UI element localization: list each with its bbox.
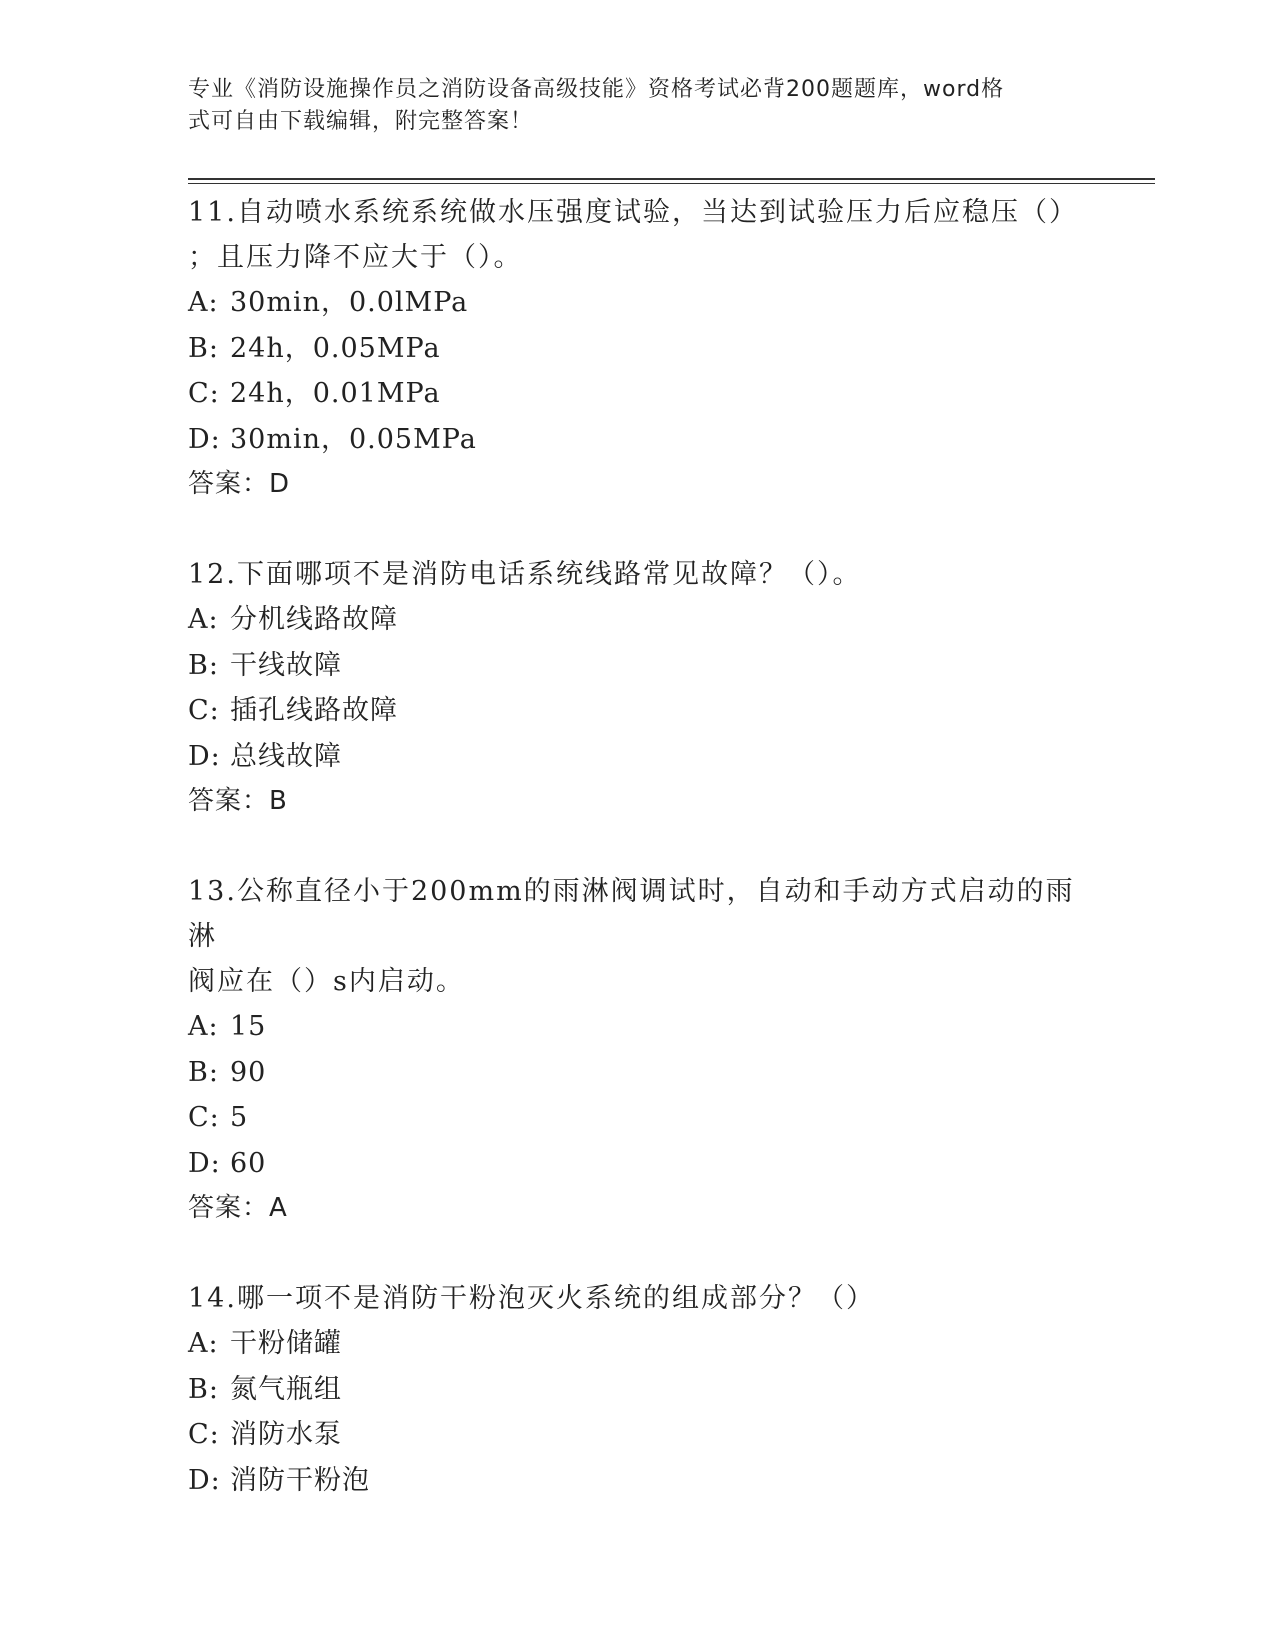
option-a [188,280,1088,326]
option-letter: B: [188,649,219,681]
option-b [188,1050,1088,1096]
option-text: 插孔线路故障 [230,695,398,726]
option-text: 总线故障 [230,740,342,772]
option-letter: B: [188,1056,219,1088]
answer: 答案：B [188,786,288,816]
option-text: 24h，0.01MPa [230,378,441,409]
option-c [188,371,1088,417]
header-line-2: 式可自由下载编辑，附完整答案！ [188,109,534,134]
option-text: 30min，0.0lMPa [230,287,469,318]
question-stem [188,1276,1088,1321]
question-stem-line: 13.公称直径小于200mm的雨淋阀调试时，自动和手动方式启动的雨淋 [188,876,1075,952]
option-text: 5 [230,1102,249,1133]
option-text: 60 [230,1147,267,1179]
option-text: 90 [230,1056,267,1088]
option-d [188,734,1088,780]
option-d [188,1458,1088,1504]
option-letter: C: [188,378,220,409]
option-text: 30min，0.05MPa [230,423,477,455]
question-stem-line: 14.哪一项不是消防干粉泡灭火系统的组成部分？（） [188,1283,875,1314]
option-d [188,1141,1088,1187]
option-letter: A: [188,604,219,635]
option-letter: D: [188,740,221,772]
option-letter: C: [188,695,220,726]
option-a [188,597,1088,643]
option-text: 干线故障 [230,649,342,681]
header-divider-thin [188,183,1155,184]
option-letter: D: [188,1464,221,1496]
question-stem-line: ；且压力降不应大于（）。 [188,242,523,273]
option-text: 干粉储罐 [230,1328,342,1359]
option-letter: D: [188,1147,221,1179]
option-text: 消防水泵 [230,1419,342,1450]
option-text: 15 [230,1011,267,1042]
option-c [188,1095,1088,1141]
option-letter: C: [188,1102,220,1133]
question-stem-line: 12.下面哪项不是消防电话系统线路常见故障？（）。 [188,559,862,590]
option-c [188,688,1088,734]
document-header [188,74,1078,138]
option-text: 氮气瓶组 [230,1373,342,1405]
option-b [188,1367,1088,1413]
option-c [188,1412,1088,1458]
option-d [188,417,1088,463]
answer: 答案：D [188,469,291,499]
header-divider-thick [188,178,1155,180]
question-stem [188,869,1088,1004]
header-line-1: 专业《消防设施操作员之消防设备高级技能》资格考试必背200题题库，word格 [188,77,1005,102]
question-12 [188,552,1088,823]
question-14 [188,1276,1088,1503]
option-letter: A: [188,1011,219,1042]
question-stem [188,552,1088,597]
option-letter: D: [188,423,221,455]
question-list [188,190,1088,1549]
option-letter: B: [188,1373,219,1405]
answer: 答案：A [188,1193,288,1223]
option-text: 24h，0.05MPa [230,332,441,364]
option-letter: A: [188,1328,219,1359]
question-13 [188,869,1088,1230]
option-b [188,643,1088,689]
option-text: 消防干粉泡 [230,1464,370,1496]
option-letter: A: [188,287,219,318]
option-a [188,1004,1088,1050]
question-stem-line: 11.自动喷水系统系统做水压强度试验，当达到试验压力后应稳压（） [188,197,1078,228]
option-b [188,326,1088,372]
question-stem [188,190,1088,280]
question-stem-line: 阀应在（）s内启动。 [188,966,465,997]
question-11 [188,190,1088,506]
option-letter: C: [188,1419,220,1450]
option-a [188,1321,1088,1367]
option-letter: B: [188,332,219,364]
option-text: 分机线路故障 [230,604,398,635]
